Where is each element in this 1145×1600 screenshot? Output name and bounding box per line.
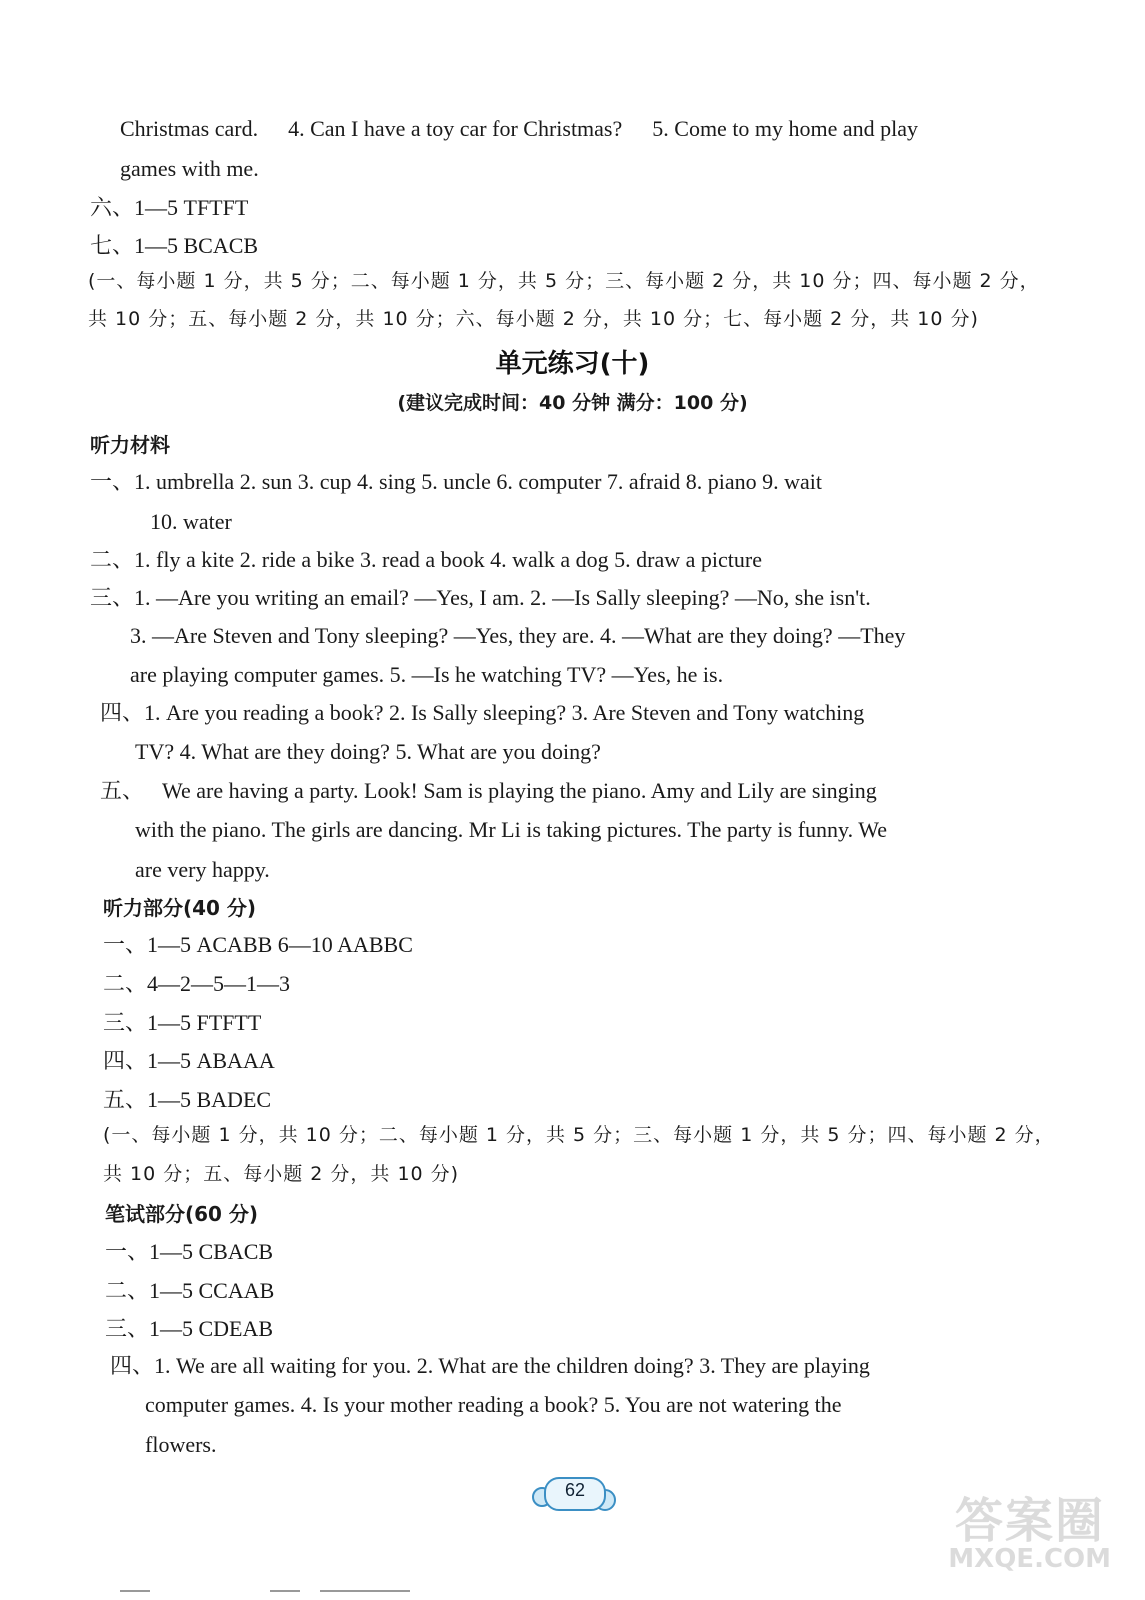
section-subtitle: (建议完成时间：40 分钟 满分：100 分) [397, 392, 748, 414]
text-line: Christmas card. 4. Can I have a toy car for Christmas? 5. Come to my home and play [120, 116, 919, 141]
page-number-badge [532, 1473, 614, 1515]
footer-rule [120, 1590, 150, 1592]
heading-listening-material: 听力材料 [90, 433, 170, 457]
text-line: flowers. [145, 1432, 217, 1457]
score-note: 共 10 分；五、每小题 2 分，共 10 分) [103, 1163, 460, 1185]
answer-line: 四、1—5 ABAAA [103, 1048, 275, 1073]
text-line: 五、 We are having a party. Look! Sam is playing the piano. Amy and Lily are singing [100, 778, 877, 803]
section-title: 单元练习(十) [495, 349, 650, 379]
answer-line: 六、1—5 TFTFT [90, 195, 249, 220]
score-note: (一、每小题 1 分，共 10 分；二、每小题 1 分，共 5 分；三、每小题 1 分，共 5 分；四、每小题 2 分， [103, 1124, 1055, 1146]
heading-listening-part: 听力部分(40 分) [103, 896, 257, 920]
answer-line: 三、1—5 CDEAB [105, 1316, 274, 1341]
watermark-logo: 答案圈 MXQE.COM [948, 1493, 1111, 1574]
answer-line: 二、1—5 CCAAB [105, 1278, 275, 1303]
score-note: 共 10 分；五、每小题 2 分，共 10 分；六、每小题 2 分，共 10 分；七、每小题 2 分，共 10 分) [88, 308, 979, 330]
text-line: are playing computer games. 5. —Is he watching TV? —Yes, he is. [130, 662, 724, 687]
text-line: 二、1. fly a kite 2. ride a bike 3. read a book 4. walk a dog 5. draw a picture [90, 547, 763, 572]
answer-line: 五、1—5 BADEC [103, 1087, 272, 1112]
answer-line: 三、1—5 FTFTT [103, 1010, 262, 1035]
text-line: with the piano. The girls are dancing. Mr Li is taking pictures. The party is funny. We [135, 817, 887, 842]
text-line: TV? 4. What are they doing? 5. What are you doing? [135, 739, 601, 764]
text-line: computer games. 4. Is your mother reading a book? 5. You are not watering the [145, 1392, 842, 1417]
text-line: games with me. [120, 156, 259, 181]
answer-line: 一、1—5 CBACB [105, 1239, 274, 1264]
footer-rule [270, 1590, 300, 1592]
text-line: 3. —Are Steven and Tony sleeping? —Yes, they are. 4. —What are they doing? —They [130, 623, 906, 648]
text-line: 三、1. —Are you writing an email? —Yes, I am. 2. —Is Sally sleeping? —No, she isn't. [90, 585, 871, 610]
heading-written-part: 笔试部分(60 分) [105, 1202, 259, 1226]
text-line: 一、1. umbrella 2. sun 3. cup 4. sing 5. uncle 6. computer 7. afraid 8. piano 9. wait [90, 469, 822, 494]
text-line: 四、1. Are you reading a book? 2. Is Sally sleeping? 3. Are Steven and Tony watching [100, 700, 865, 725]
answer-line: 七、1—5 BCACB [90, 233, 259, 258]
answer-line: 一、1—5 ACABB 6—10 AABBC [103, 932, 413, 957]
text-line: are very happy. [135, 857, 270, 882]
text-line: 四、1. We are all waiting for you. 2. What are the children doing? 3. They are playing [110, 1353, 870, 1378]
page-number: 62 [564, 1480, 586, 1500]
footer-rule [320, 1590, 410, 1592]
text-line: 10. water [150, 509, 232, 534]
score-note: (一、每小题 1 分，共 5 分；二、每小题 1 分，共 5 分；三、每小题 2 分，共 10 分；四、每小题 2 分， [88, 270, 1040, 292]
answer-line: 二、4—2—5—1—3 [103, 971, 291, 996]
